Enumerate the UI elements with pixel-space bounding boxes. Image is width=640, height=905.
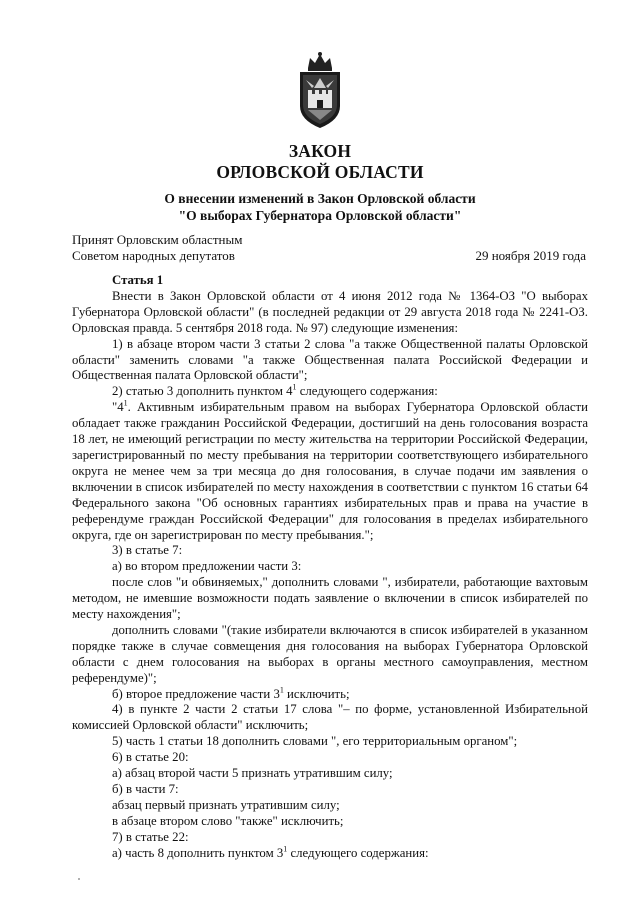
article-heading: Статья 1 bbox=[112, 273, 164, 287]
paragraph: 7) в статье 22: bbox=[112, 829, 189, 844]
paragraph-text: следующего содержания: bbox=[296, 384, 438, 399]
paragraph-text: . Активным избирательным правом на выборах Губернатора Орловской области обладает также гражданин Российской Федерации, достигший на день голосования возраста 18 лет, не имеющий регистрации по месту жительства на территории Российской Федерации, зарегистрированный по месту пребывания на территории соответствующего избирательного округа не менее чем за три месяца до дня голосования, в случае подачи им заявления о включении в список избирателей по месту нахождения в соответствии с пунктом 16 статьи 64 Федерального закона "Об основных гарантиях избирательных прав и права на участие в референдуме граждан Российской Федерации" для голосования в пределах избирательного округа, где он зарегистрирован по месту пребывания."; bbox=[72, 400, 588, 542]
paragraph: 4) в пункте 2 части 2 статьи 17 слова "– по форме, установленной Избирательной комиссией Орловской области" исключить; bbox=[72, 702, 588, 733]
coat-of-arms-icon bbox=[294, 50, 346, 132]
adoption-line2: Советом народных депутатов bbox=[72, 248, 235, 263]
law-subtitle-line2: "О выборах Губернатора Орловской области" bbox=[178, 208, 462, 223]
paragraph: 6) в статье 20: bbox=[112, 750, 189, 765]
paragraph: 1) в абзаце втором части 3 статьи 2 слова "а также Общественной палаты Орловской области" заменить словами "а также Общественная палата Российской Федерации и Общественная палата Орловской области"; bbox=[72, 336, 588, 383]
paragraph-text: следующего содержания: bbox=[287, 845, 429, 860]
adoption-line1: Принят Орловским областным bbox=[72, 232, 243, 247]
paragraph: б) в части 7: bbox=[112, 782, 179, 796]
paragraph: Внести в Закон Орловской области от 4 июня 2012 года № 1364-ОЗ "О выборах Губернатора Орловской области" (в последней редакции от 29 августа 2018 года № 2241-ОЗ. Орловская правда. 5 сентября 2018 года. № 97) следующие изменения: bbox=[72, 288, 588, 335]
document-body bbox=[72, 273, 588, 862]
paragraph: а) во втором предложении части 3: bbox=[112, 559, 302, 574]
superscript: 1 bbox=[279, 685, 284, 695]
paragraph bbox=[72, 846, 588, 862]
paragraph-text: а) часть 8 дополнить пунктом 3 bbox=[112, 845, 284, 860]
paragraph bbox=[72, 384, 588, 400]
paragraph: после слов "и обвиняемых," дополнить словами ", избиратели, работающие вахтовым методом, не имевшие возможности подать заявление о включении в список избирателей по месту нахождения"; bbox=[72, 575, 588, 622]
law-title-line1: ЗАКОН bbox=[288, 141, 352, 161]
paragraph-text: "4 bbox=[112, 400, 124, 415]
adoption-block bbox=[72, 232, 242, 264]
paragraph: абзац первый признать утратившим силу; bbox=[112, 797, 340, 812]
law-title-line2: ОРЛОВСКОЙ ОБЛАСТИ bbox=[216, 162, 424, 182]
paragraph: дополнить словами "(такие избиратели включаются в список избирателей в указанном порядке также в случае совмещения дня голосования на выборах Губернатора Орловской области с днем голосования на выборах в органы местного самоуправления, местном референдуме)"; bbox=[72, 622, 588, 685]
superscript: 1 bbox=[123, 398, 128, 408]
scan-speck bbox=[78, 878, 80, 880]
paragraph: в абзаце втором слово "также" исключить; bbox=[112, 813, 344, 828]
adoption-date: 29 ноября 2019 года bbox=[475, 248, 586, 263]
paragraph-text: исключить; bbox=[283, 686, 350, 701]
law-subtitle-line1: О внесении изменений в Закон Орловской области bbox=[164, 191, 476, 206]
paragraph-text: 2) статью 3 дополнить пунктом 4 bbox=[112, 384, 293, 399]
superscript: 1 bbox=[283, 844, 288, 854]
paragraph bbox=[72, 400, 588, 543]
paragraph bbox=[72, 687, 588, 703]
paragraph: 5) часть 1 статьи 18 дополнить словами ", его территориальным органом"; bbox=[112, 734, 518, 749]
paragraph-text: б) второе предложение части 3 bbox=[112, 686, 280, 701]
paragraph: 3) в статье 7: bbox=[112, 543, 183, 558]
paragraph: а) абзац второй части 5 признать утратившим силу; bbox=[112, 766, 393, 781]
superscript: 1 bbox=[292, 383, 297, 393]
